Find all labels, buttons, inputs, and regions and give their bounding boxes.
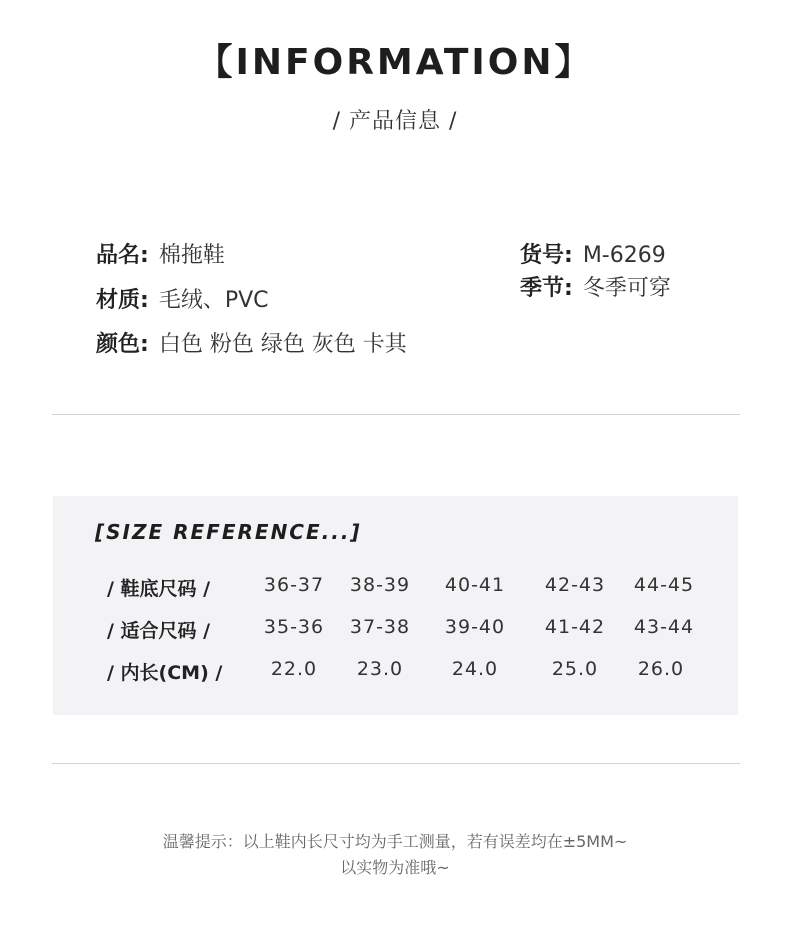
- info-season-sep: :: [564, 276, 573, 301]
- page-subtitle: / 产品信息 /: [332, 109, 458, 134]
- size-cell: 37-38: [349, 616, 411, 638]
- divider-bottom: [52, 763, 740, 764]
- info-name: [96, 238, 225, 269]
- info-material-label: 材质: [96, 288, 141, 313]
- size-cell: 26.0: [637, 658, 685, 680]
- size-row-label: / 内长(CM) /: [107, 662, 223, 684]
- info-material-value: 毛绒、PVC: [158, 288, 269, 313]
- size-cell: 38-39: [349, 574, 411, 596]
- info-item-no-sep: :: [564, 243, 573, 268]
- size-cell: 40-41: [444, 574, 506, 596]
- size-reference-title: [SIZE REFERENCE...]: [95, 520, 362, 544]
- size-row-fit: [53, 616, 738, 644]
- size-cell: 42-43: [544, 574, 606, 596]
- note-line-1: 温馨提示：以上鞋内长尺寸均为手工测量，若有误差均在±5MM~: [162, 832, 628, 851]
- info-material: [96, 283, 269, 314]
- size-cell: 24.0: [451, 658, 499, 680]
- size-cell: 36-37: [263, 574, 325, 596]
- info-name-label: 品名: [96, 243, 141, 268]
- size-reference-panel: [53, 496, 738, 715]
- info-item-no-value: M-6269: [582, 243, 666, 268]
- divider-top: [52, 414, 740, 415]
- size-row-sole: [53, 574, 738, 602]
- info-season-value: 冬季可穿: [582, 276, 671, 301]
- info-color-label: 颜色: [96, 332, 141, 357]
- size-cell: 25.0: [551, 658, 599, 680]
- page-title: 【INFORMATION】: [196, 42, 594, 83]
- info-season-label: 季节: [520, 276, 565, 301]
- size-cell: 39-40: [444, 616, 506, 638]
- info-name-value: 棉拖鞋: [158, 243, 225, 268]
- size-cell: 22.0: [270, 658, 318, 680]
- size-cell: 43-44: [633, 616, 695, 638]
- note-line-2: 以实物为准哦~: [340, 858, 450, 877]
- size-row-label: / 适合尺码 /: [107, 620, 211, 642]
- info-color-value: 白色 粉色 绿色 灰色 卡其: [158, 332, 407, 357]
- info-color-sep: :: [140, 332, 149, 357]
- info-material-sep: :: [140, 288, 149, 313]
- size-cell: 35-36: [263, 616, 325, 638]
- info-item-no: [520, 238, 666, 269]
- size-cell: 41-42: [544, 616, 606, 638]
- info-season: [520, 271, 671, 302]
- size-cell: 23.0: [356, 658, 404, 680]
- size-row-inner-length: [53, 658, 738, 686]
- info-color: [96, 327, 407, 358]
- info-name-sep: :: [140, 243, 149, 268]
- size-cell: 44-45: [633, 574, 695, 596]
- info-item-no-label: 货号: [520, 243, 565, 268]
- size-row-label: / 鞋底尺码 /: [107, 578, 211, 600]
